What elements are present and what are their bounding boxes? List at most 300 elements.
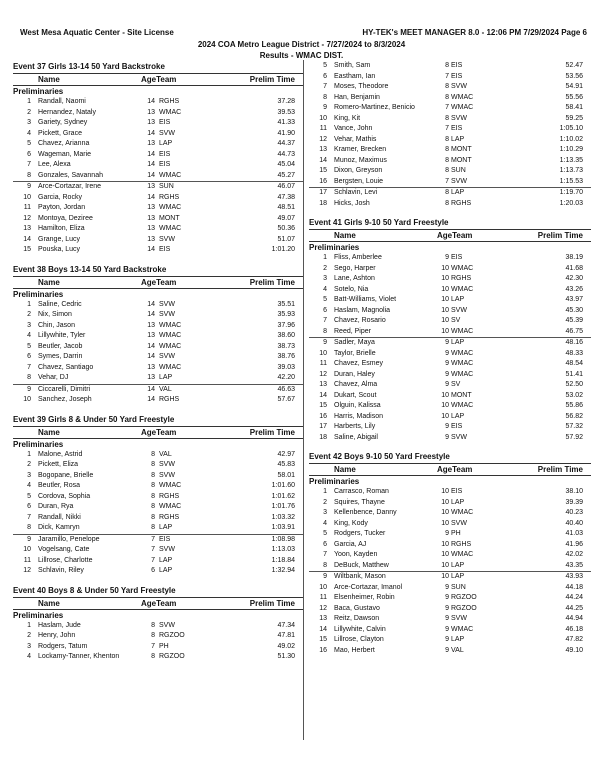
swimmer-name: Sego, Harper [334, 264, 376, 272]
team: SVW [159, 546, 175, 553]
table-row [13, 97, 303, 108]
team: RGZOO [159, 632, 185, 639]
prelim-time: 52.47 [565, 62, 583, 69]
swimmer-name: Haslam, Magnolia [334, 306, 391, 314]
column-name-header: Name [334, 231, 356, 240]
table-row [309, 295, 591, 306]
age: 13 [147, 108, 155, 116]
prelim-time: 53.02 [565, 391, 583, 399]
team: VAL [159, 450, 172, 458]
column-time-header: Prelim Time [249, 277, 295, 287]
team: WMAC [159, 108, 182, 116]
team: RGHS [451, 275, 472, 282]
prelim-time: 1:13.35 [559, 156, 583, 164]
column-time-header: Prelim Time [537, 231, 583, 240]
swimmer-name: Pouska, Lucy [38, 246, 81, 253]
place: 2 [27, 311, 31, 318]
age: 9 [445, 433, 449, 441]
age: 8 [445, 156, 449, 164]
prelim-time: 45.39 [565, 317, 583, 324]
team: WMAC [159, 225, 182, 232]
place: 5 [323, 296, 327, 303]
swimmer-name: Lockamy-Tanner, Khenton [38, 653, 120, 660]
place: 5 [27, 342, 31, 350]
table-row [309, 614, 591, 625]
table-row [13, 300, 303, 311]
column-name-header: Name [334, 465, 356, 474]
prelim-time: 43.26 [565, 285, 583, 293]
table-row [309, 583, 591, 594]
prelim-time: 42.97 [277, 450, 295, 458]
team: EIS [159, 246, 171, 253]
team: LAP [159, 524, 173, 531]
swimmer-name: Baca, Gustavo [334, 604, 380, 612]
age: 10 [441, 519, 449, 527]
place: 12 [319, 604, 327, 612]
age: 13 [147, 119, 155, 126]
age: 8 [151, 524, 155, 531]
age: 9 [445, 625, 449, 633]
age: 7 [445, 72, 449, 80]
table-row [309, 433, 591, 444]
team: SVW [159, 621, 175, 629]
table-row [309, 156, 591, 167]
prelim-time: 49.07 [277, 214, 295, 222]
place: 6 [27, 150, 31, 158]
place: 1 [323, 254, 327, 261]
swimmer-name: Carrasco, Roman [334, 488, 389, 495]
prelim-time: 45.27 [277, 171, 295, 179]
swimmer-name: Beutler, Jacob [38, 342, 83, 350]
place: 15 [319, 167, 327, 174]
place: 5 [27, 140, 31, 147]
team: VAL [451, 646, 464, 654]
prelim-time: 38.73 [277, 342, 295, 350]
swimmer-name: Dixon, Greyson [334, 167, 383, 174]
age: 14 [147, 171, 155, 179]
swimmer-name: Jaramillo, Penelope [38, 535, 100, 543]
team: RGHS [451, 540, 472, 548]
place: 8 [323, 327, 327, 335]
prelim-time: 1:01.20 [271, 246, 295, 253]
team: EIS [159, 161, 171, 168]
prelim-time: 37.28 [277, 98, 295, 105]
age: 8 [151, 461, 155, 468]
prelim-time: 45.04 [277, 161, 295, 168]
results-title: Results - WMAC DIST. [259, 51, 344, 60]
team: SV [451, 381, 461, 388]
swimmer-name: Malone, Astrid [38, 450, 83, 458]
table-row [309, 316, 591, 327]
team: SVW [159, 471, 175, 479]
place: 11 [23, 204, 31, 211]
swimmer-name: Munoz, Maximus [334, 156, 387, 164]
age: 10 [441, 509, 449, 516]
column-time-header: Prelim Time [537, 465, 583, 474]
table-row [309, 166, 591, 177]
swimmer-name: Fliss, Amberlee [334, 254, 382, 261]
prelim-time: 59.25 [565, 114, 583, 122]
place: 16 [319, 412, 327, 420]
table-row [13, 139, 303, 150]
prelim-time: 39.53 [277, 108, 295, 116]
team: WMAC [159, 332, 182, 339]
place: 9 [27, 535, 31, 543]
prelim-time: 49.10 [565, 646, 583, 654]
table-row [309, 593, 591, 604]
swimmer-name: Sadler, Maya [334, 339, 375, 346]
place: 14 [23, 235, 31, 243]
place: 3 [323, 275, 327, 282]
swimmer-name: Harberts, Lily [334, 423, 376, 430]
table-row [13, 214, 303, 225]
age: 8 [445, 167, 449, 174]
swimmer-name: Eastham, Ian [334, 72, 376, 80]
prelim-time: 41.03 [565, 530, 583, 537]
age: 8 [445, 146, 449, 153]
prelim-time: 1:32.94 [271, 567, 295, 574]
place: 10 [319, 349, 327, 357]
team: RGZOO [451, 594, 477, 601]
table-row [309, 93, 591, 104]
age: 10 [441, 540, 449, 548]
prelim-time: 47.81 [277, 632, 295, 639]
swimmer-name: Arce-Cortazar, Irene [38, 183, 102, 190]
swimmer-name: Batt-Williams, Violet [334, 296, 397, 303]
prelim-time: 1:03.91 [271, 524, 295, 531]
prelim-time: 38.60 [277, 332, 295, 339]
table-row [13, 129, 303, 140]
team: PH [159, 642, 169, 650]
table-row [309, 135, 591, 146]
swimmer-name: King, Kody [334, 519, 368, 527]
swimmer-name: Dukart, Scout [334, 391, 377, 399]
prelim-time: 43.35 [565, 561, 583, 569]
table-row [309, 327, 591, 338]
age: 14 [147, 98, 155, 105]
age: 10 [441, 412, 449, 420]
prelim-time: 42.02 [565, 551, 583, 558]
age: 10 [441, 296, 449, 303]
table-row [13, 150, 303, 161]
column-divider [303, 60, 304, 740]
swimmer-name: Lee, Alexa [38, 161, 71, 168]
age: 13 [147, 140, 155, 147]
prelim-time: 44.37 [277, 140, 295, 147]
table-row [309, 391, 591, 402]
swimmer-name: Vogelsang, Cate [38, 546, 90, 553]
swimmer-name: Beutler, Rosa [38, 482, 81, 489]
place: 11 [319, 125, 327, 132]
team: EIS [159, 535, 171, 543]
place: 9 [27, 183, 31, 190]
table-row [13, 235, 303, 246]
age: 13 [147, 183, 155, 190]
team: LAP [451, 296, 465, 303]
event-gap [309, 443, 591, 451]
team: LAP [159, 374, 173, 381]
column-header [13, 426, 303, 439]
team: SVW [159, 311, 175, 318]
column-time-header: Prelim Time [249, 598, 295, 608]
age: 10 [441, 561, 449, 569]
table-row [309, 72, 591, 83]
column-name-header: Name [38, 427, 60, 437]
table-row [13, 181, 303, 193]
team: LAP [451, 498, 465, 506]
place: 1 [323, 488, 327, 495]
age: 14 [147, 342, 155, 350]
column-header [13, 276, 303, 289]
place: 13 [23, 225, 31, 232]
team: RGZOO [451, 604, 477, 612]
team: SVW [159, 461, 175, 468]
place: 6 [323, 540, 327, 548]
event-title: Event 42 Boys 9-10 50 Yard Freestyle [309, 452, 450, 461]
swimmer-name: Hernandez, Nataly [38, 108, 96, 116]
prelim-time: 50.36 [277, 225, 295, 232]
swimmer-name: Olguin, Kalissa [334, 402, 381, 409]
place: 1 [27, 450, 31, 458]
place: 7 [27, 513, 31, 521]
prelim-time: 46.18 [565, 625, 583, 633]
team: SUN [159, 183, 174, 190]
prelim-time: 38.76 [277, 353, 295, 360]
team: RGHS [159, 193, 180, 201]
swimmer-name: Romero-Martinez, Benicio [334, 104, 415, 111]
team: RGZOO [159, 653, 185, 660]
table-row [309, 114, 591, 125]
event-gap [309, 209, 591, 217]
section-preliminaries: Preliminaries [13, 289, 64, 299]
team: WMAC [451, 285, 474, 293]
team: WMAC [451, 104, 474, 111]
table-row [13, 245, 303, 256]
age: 7 [151, 642, 155, 650]
swimmer-name: Lane, Ashton [334, 275, 375, 282]
swimmer-name: Chavez, Esmey [334, 360, 384, 367]
team: WMAC [451, 370, 474, 378]
age: 13 [147, 332, 155, 339]
age: 13 [147, 204, 155, 211]
team: EIS [451, 125, 463, 132]
continued-results [309, 61, 591, 209]
table-row [309, 124, 591, 135]
team: WMAC [159, 204, 182, 211]
age: 10 [441, 573, 449, 580]
team: EIS [159, 150, 171, 158]
table-row [309, 370, 591, 381]
age: 13 [147, 235, 155, 243]
left-column [13, 61, 303, 663]
prelim-time: 53.56 [565, 72, 583, 80]
prelim-time: 54.91 [565, 83, 583, 90]
place: 8 [323, 561, 327, 569]
place: 4 [27, 482, 31, 489]
team: SVW [159, 129, 175, 137]
team: LAP [451, 573, 465, 580]
table-row [309, 306, 591, 317]
age: 10 [441, 317, 449, 324]
table-row [309, 422, 591, 433]
page-header [0, 0, 603, 62]
age: 6 [151, 567, 155, 574]
table-row [13, 513, 303, 524]
swimmer-name: Lillywhite, Tyler [38, 332, 86, 339]
swimmer-name: Pickett, Eliza [38, 461, 79, 468]
place: 8 [27, 171, 31, 179]
prelim-time: 1:01.62 [271, 492, 295, 500]
section-preliminaries: Preliminaries [309, 243, 360, 252]
swimmer-name: Randall, Nikki [38, 513, 81, 521]
prelim-time: 35.93 [277, 311, 295, 318]
table-row [309, 177, 591, 188]
swimmer-name: Arce-Cortazar, Imanol [334, 583, 403, 591]
place: 7 [27, 161, 31, 168]
team: SUN [451, 583, 466, 591]
team: LAP [451, 339, 465, 346]
prelim-time: 49.02 [277, 642, 295, 650]
table-row [13, 621, 303, 632]
place: 11 [319, 360, 327, 367]
age: 7 [445, 104, 449, 111]
place: 3 [27, 471, 31, 479]
place: 8 [27, 524, 31, 531]
prelim-time: 41.90 [277, 129, 295, 137]
table-row [13, 642, 303, 653]
place: 10 [23, 546, 31, 553]
column-ageteam-header: AgeTeam [141, 427, 177, 437]
table-row [13, 566, 303, 577]
prelim-time: 44.73 [277, 150, 295, 158]
team: SVW [451, 519, 467, 527]
swimmer-name: Duran, Rya [38, 503, 74, 510]
table-row [13, 108, 303, 119]
prelim-time: 45.83 [277, 461, 295, 468]
column-time-header: Prelim Time [249, 427, 295, 437]
table-row [309, 508, 591, 519]
team: SVW [451, 83, 467, 90]
place: 12 [319, 370, 327, 378]
prelim-time: 43.97 [565, 296, 583, 303]
place: 2 [323, 498, 327, 506]
swimmer-name: Garcia, AJ [334, 540, 367, 548]
place: 12 [319, 135, 327, 143]
age: 10 [441, 275, 449, 282]
swimmer-name: Saline, Abigail [334, 433, 378, 441]
team: LAP [451, 561, 465, 569]
team: EIS [451, 488, 463, 495]
table-row [13, 652, 303, 663]
table-row [309, 253, 591, 264]
swimmer-name: Schlavin, Riley [38, 567, 84, 574]
table-row [309, 412, 591, 423]
prelim-time: 48.16 [565, 339, 583, 346]
prelim-time: 57.92 [565, 433, 583, 441]
place: 5 [27, 492, 31, 500]
table-row [309, 487, 591, 498]
age: 8 [445, 83, 449, 90]
prelim-time: 1:05.10 [559, 125, 583, 132]
place: 14 [319, 391, 327, 399]
prelim-time: 42.20 [277, 374, 295, 381]
event-gap [13, 406, 303, 414]
place: 6 [27, 353, 31, 360]
team: RGHS [159, 98, 180, 105]
prelim-time: 1:01.76 [271, 503, 295, 510]
table-row [309, 349, 591, 360]
prelim-time: 58.01 [277, 471, 295, 479]
swimmer-name: Schlavin, Levi [334, 189, 378, 196]
team: LAP [159, 140, 173, 147]
age: 9 [445, 530, 449, 537]
team: WMAC [159, 321, 182, 329]
team: EIS [451, 62, 463, 69]
swimmer-name: Chavez, Arianna [38, 140, 90, 147]
section-preliminaries: Preliminaries [13, 610, 64, 620]
place: 13 [319, 381, 327, 388]
age: 10 [441, 498, 449, 506]
swimmer-name: Chavez, Alma [334, 381, 378, 388]
table-row [13, 460, 303, 471]
team: EIS [451, 254, 463, 261]
age: 9 [445, 583, 449, 591]
swimmer-name: Nix, Simon [38, 311, 72, 318]
age: 8 [445, 93, 449, 101]
swimmer-name: Elsenheimer, Robin [334, 594, 395, 601]
team: WMAC [451, 402, 474, 409]
column-name-header: Name [38, 75, 60, 84]
age: 9 [445, 646, 449, 654]
prelim-time: 43.93 [565, 573, 583, 580]
place: 3 [27, 642, 31, 650]
swimmer-name: Taylor, Brielle [334, 349, 376, 357]
table-row [309, 380, 591, 391]
age: 10 [441, 285, 449, 293]
prelim-time: 1:20.03 [559, 199, 583, 207]
swimmer-name: Gonzales, Savannah [38, 171, 103, 179]
team: SVW [159, 353, 175, 360]
table-row [13, 450, 303, 461]
event-gap [13, 577, 303, 585]
column-header [309, 463, 591, 476]
age: 8 [151, 621, 155, 629]
age: 8 [151, 450, 155, 458]
prelim-time: 1:15.53 [559, 177, 583, 185]
table-row [309, 264, 591, 275]
swimmer-name: Saline, Cedric [38, 300, 82, 308]
prelim-time: 40.40 [565, 519, 583, 527]
prelim-time: 48.33 [565, 349, 583, 357]
section-preliminaries: Preliminaries [13, 439, 64, 449]
swimmer-name: Sotelo, Nia [334, 285, 369, 293]
place: 15 [319, 636, 327, 643]
age: 10 [441, 402, 449, 409]
age: 7 [445, 125, 449, 132]
place: 18 [319, 433, 327, 441]
place: 10 [23, 193, 31, 201]
place: 3 [27, 321, 31, 329]
prelim-time: 45.30 [565, 306, 583, 314]
age: 13 [147, 214, 155, 222]
table-row [13, 310, 303, 321]
swimmer-name: Hicks, Josh [334, 199, 370, 207]
prelim-time: 51.07 [277, 235, 295, 243]
event-title: Event 38 Boys 13-14 50 Yard Backstroke [13, 264, 167, 274]
team: WMAC [159, 171, 182, 179]
prelim-time: 58.41 [565, 104, 583, 111]
table-row [13, 631, 303, 642]
